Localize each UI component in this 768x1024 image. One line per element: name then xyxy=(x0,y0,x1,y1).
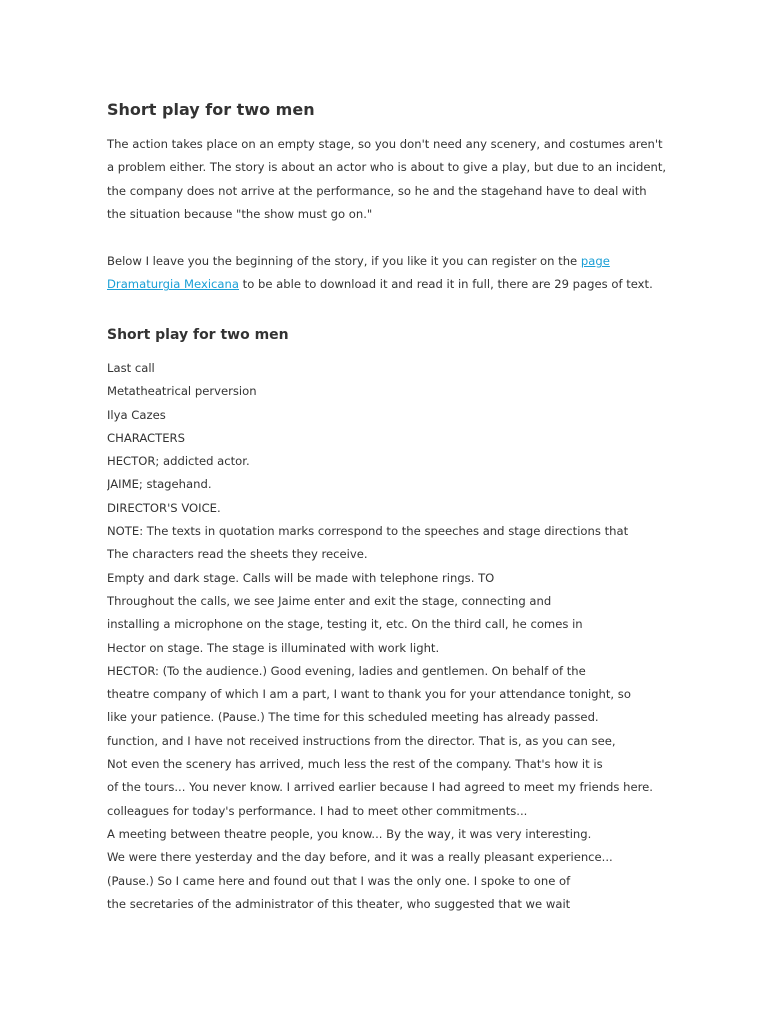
script-line: HECTOR; addicted actor. xyxy=(107,454,250,469)
script-line: Metatheatrical perversion xyxy=(107,384,257,399)
page-title: Short play for two men xyxy=(107,100,315,119)
download-paragraph xyxy=(107,250,667,297)
script-line: like your patience. (Pause.) The time for this scheduled meeting has already passed. xyxy=(107,710,599,725)
script-line: DIRECTOR'S VOICE. xyxy=(107,500,221,515)
script-line: HECTOR: (To the audience.) Good evening, ladies and gentlemen. On behalf of the xyxy=(107,663,586,678)
script-line: theatre company of which I am a part, I want to thank you for your attendance tonight, so xyxy=(107,687,631,702)
script-line: NOTE: The texts in quotation marks correspond to the speeches and stage directions that xyxy=(107,524,629,539)
script-line: (Pause.) So I came here and found out that I was the only one. I spoke to one of xyxy=(107,873,571,888)
script-line: Hector on stage. The stage is illuminated with work light. xyxy=(107,640,440,655)
intro-paragraph: The action takes place on an empty stage, so you don't need any scenery, and costumes aren't a problem either. The story is about an actor who is about to give a play, but due to an incident, the company does not arrive at the performance, so he and the stagehand have to deal with the situation because "the show must go on." xyxy=(107,137,667,221)
script-line: A meeting between theatre people, you know... By the way, it was very interesting. xyxy=(107,826,592,841)
script-line: colleagues for today's performance. I had to meet other commitments... xyxy=(107,803,528,818)
script-line: Empty and dark stage. Calls will be made with telephone rings. TO xyxy=(107,570,495,585)
download-text-after: to be able to download it and read it in full, there are 29 pages of text. xyxy=(238,277,653,292)
script-line: function, and I have not received instructions from the director. That is, as you can see, xyxy=(107,733,616,748)
script-line: Throughout the calls, we see Jaime enter and exit the stage, connecting and xyxy=(107,593,552,608)
script-line: of the tours... You never know. I arrived earlier because I had agreed to meet my friends here. xyxy=(107,780,653,795)
script-line: Not even the scenery has arrived, much less the rest of the company. That's how it is xyxy=(107,757,603,772)
dramaturgia-mexicana-link[interactable]: page Dramaturgia Mexicana xyxy=(107,254,610,292)
script-line: installing a microphone on the stage, testing it, etc. On the third call, he comes in xyxy=(107,617,583,632)
script-line: the secretaries of the administrator of this theater, who suggested that we wait xyxy=(107,896,571,911)
script-line: Last call xyxy=(107,361,155,375)
script-line: The characters read the sheets they receive. xyxy=(107,547,368,562)
download-text-before: Below I leave you the beginning of the story, if you like it you can register on the xyxy=(107,254,581,268)
section-subtitle: Short play for two men xyxy=(107,327,289,343)
script-line: CHARACTERS xyxy=(107,430,185,445)
script-line: JAIME; stagehand. xyxy=(107,477,212,492)
script-lines xyxy=(107,357,667,916)
script-line: We were there yesterday and the day before, and it was a really pleasant experience... xyxy=(107,850,613,865)
script-line: Ilya Cazes xyxy=(107,407,166,422)
